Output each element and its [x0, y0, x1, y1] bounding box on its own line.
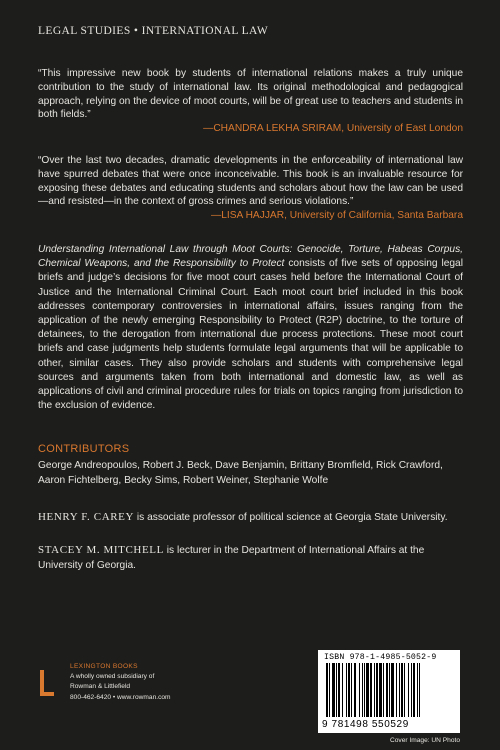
- quote-text: “Over the last two decades, dramatic developments in the enforceability of international law have spurred debates that were once inconceivable. This book is an invaluable resource for exposing these debates and educating students and scholars about how the law can be used—and resisted—in the context of gross crimes and serious violations.”: [38, 155, 463, 208]
- publisher-logo-icon: [38, 670, 56, 696]
- cover-image-credit: Cover Image: UN Photo: [390, 737, 460, 744]
- quote-attribution: —LISA HAJJAR, University of California, Santa Barbara: [211, 210, 463, 222]
- contributors-heading: CONTRIBUTORS: [38, 443, 130, 455]
- isbn-text: ISBN 978-1-4985-5052-9: [324, 653, 437, 662]
- endorsement-quote-2: [38, 154, 463, 223]
- author-bio-2: [38, 543, 463, 573]
- barcode-icon: [322, 663, 456, 719]
- publisher-info: [70, 662, 171, 703]
- author-name: STACEY M. MITCHELL: [38, 544, 164, 556]
- publisher-name: LEXINGTON BOOKS: [70, 663, 138, 670]
- quote-attribution: —CHANDRA LEKHA SRIRAM, University of East London: [203, 123, 463, 135]
- endorsement-quote-1: [38, 67, 463, 136]
- publisher-line: Rowman & Littlefield: [70, 683, 131, 691]
- ean-text: 9 781498 550529: [322, 719, 409, 730]
- author-bio-1: [38, 510, 463, 526]
- publisher-block: [38, 662, 171, 703]
- quote-text: “This impressive new book by students of international relations makes a truly unique contribution to the study of international law. Its original methodological and pedagogical approach, relying on the device of moot courts, will be of great use to teachers and students in both fields.”: [38, 68, 463, 121]
- author-bio-text: is associate professor of political science at Georgia State University.: [134, 512, 448, 523]
- author-bio-text: is lecturer in the Department of International Affairs at the University of Georgia.: [38, 545, 425, 571]
- barcode-box: [318, 650, 460, 733]
- publisher-contact: 800-462-6420 • www.rowman.com: [70, 693, 171, 701]
- book-title: Understanding International Law through Moot Courts: Genocide, Torture, Habeas Corpus, Chemical Weapons, and the Responsibility to Protect: [38, 244, 463, 270]
- contributors-list: George Andreopoulos, Robert J. Beck, Dave Benjamin, Brittany Bromfield, Rick Crawford, Aaron Fichtelberg, Becky Sims, Robert Weiner, Stephanie Wolfe: [38, 460, 443, 486]
- summary-body: consists of five sets of opposing legal briefs and judge’s decisions for five moot court cases held before the International Court of Justice and the International Criminal Court. Each moot court brief included in this book addresses contemporary controversies in international affairs, issues ranging from the application of the newly emerging Responsibility to Protect (R2P) doctrine, to the torture of detainees, to the derogation from international due process protections. These moot court briefs and case judgments help students formulate legal arguments that will be applicable to other, similar cases. They also provide scholars and students with comprehensive legal sources and arguments taken from both international and domestic law, as well as applications of civil and criminal procedure rules for trials on topics ranging from jurisdiction to the exclusion of evidence.: [38, 258, 463, 412]
- publisher-line: A wholly owned subsidiary of: [70, 673, 155, 681]
- series-header: LEGAL STUDIES • INTERNATIONAL LAW: [38, 25, 269, 37]
- book-summary: [38, 243, 463, 413]
- author-name: HENRY F. CAREY: [38, 511, 135, 523]
